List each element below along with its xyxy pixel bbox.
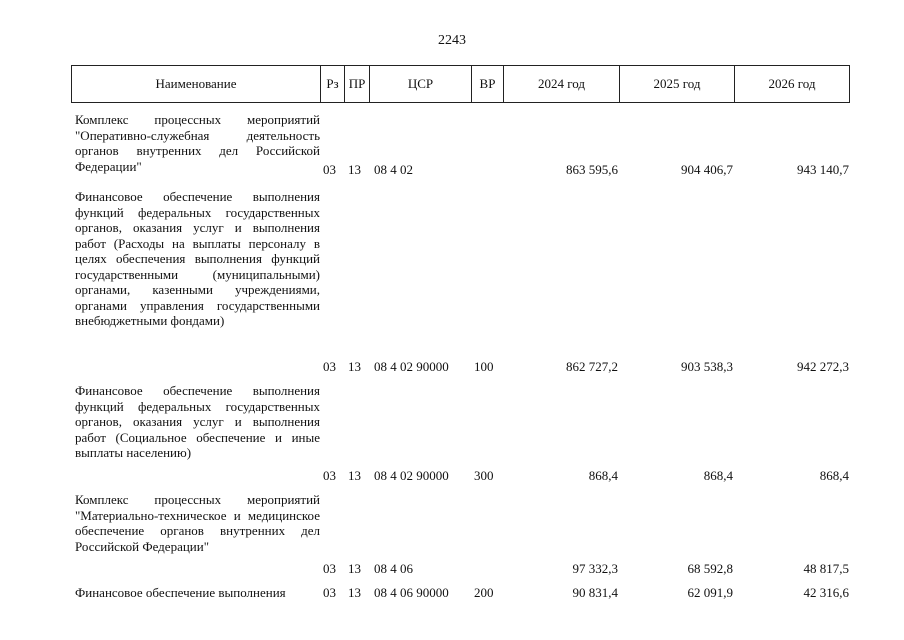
row-pr: 13 <box>348 359 361 374</box>
row-name: Финансовое обеспечение выполнения функций федеральных государственных органов, оказания услуг и выполнения работ (Расходы на выплаты персоналу в целях обеспечения выполнения функций государственными (муниципальными) органами, казенными учреждениями, органами управления государственными внебюджетными фондами) <box>75 189 320 328</box>
row-2024: 868,4 <box>588 468 618 483</box>
row-2026: 942 272,3 <box>797 359 849 374</box>
header-2024: 2024 год <box>538 76 585 91</box>
row-2026: 48 817,5 <box>803 561 849 576</box>
row-csr: 08 4 02 90000 <box>374 359 449 374</box>
header-name: Наименование <box>155 76 237 91</box>
row-csr: 08 4 06 <box>374 561 413 576</box>
row-vr: 100 <box>474 359 494 374</box>
row-2026: 868,4 <box>819 468 849 483</box>
row-2025: 904 406,7 <box>681 162 733 177</box>
header-2025: 2025 год <box>653 76 701 91</box>
row-2025: 62 091,9 <box>687 585 733 600</box>
row-2025: 903 538,3 <box>681 359 733 374</box>
row-pr: 13 <box>348 585 361 600</box>
header-2026: 2026 год <box>768 76 816 91</box>
row-csr: 08 4 06 90000 <box>374 585 449 600</box>
row-vr: 300 <box>474 468 494 483</box>
row-rz: 03 <box>323 585 336 600</box>
row-rz: 03 <box>323 561 336 576</box>
row-csr: 08 4 02 90000 <box>374 468 449 483</box>
row-vr: 200 <box>474 585 494 600</box>
row-name: Комплекс процессных мероприятий "Оперативно-служебная деятельность органов внутренних дел Российской Федерации" <box>75 112 320 174</box>
header-csr: ЦСР <box>407 76 434 91</box>
table-header <box>71 65 850 103</box>
row-2025: 868,4 <box>703 468 733 483</box>
row-pr: 13 <box>348 162 361 177</box>
row-rz: 03 <box>323 359 336 374</box>
row-2024: 97 332,3 <box>572 561 618 576</box>
row-2026: 943 140,7 <box>797 162 849 177</box>
row-name: Финансовое обеспечение выполнения функций федеральных государственных органов, оказания услуг и выполнения работ (Социальное обеспечение и иные выплаты населению) <box>75 383 320 460</box>
row-2024: 90 831,4 <box>572 585 618 600</box>
row-pr: 13 <box>348 468 361 483</box>
header-pr: ПР <box>348 76 366 91</box>
row-2024: 862 727,2 <box>566 359 618 374</box>
row-rz: 03 <box>323 468 336 483</box>
row-name: Финансовое обеспечение выполнения <box>75 585 286 600</box>
row-pr: 13 <box>348 561 361 576</box>
row-csr: 08 4 02 <box>374 162 413 177</box>
header-rz: Рз <box>326 76 339 91</box>
row-rz: 03 <box>323 162 336 177</box>
page-number: 2243 <box>438 33 466 48</box>
row-2025: 68 592,8 <box>687 561 733 576</box>
header-vr: ВР <box>479 76 496 91</box>
row-2026: 42 316,6 <box>803 585 849 600</box>
row-2024: 863 595,6 <box>566 162 618 177</box>
row-name: Комплекс процессных мероприятий "Материально-техническое и медицинское обеспечение органов внутренних дел Российской Федерации" <box>75 492 320 554</box>
